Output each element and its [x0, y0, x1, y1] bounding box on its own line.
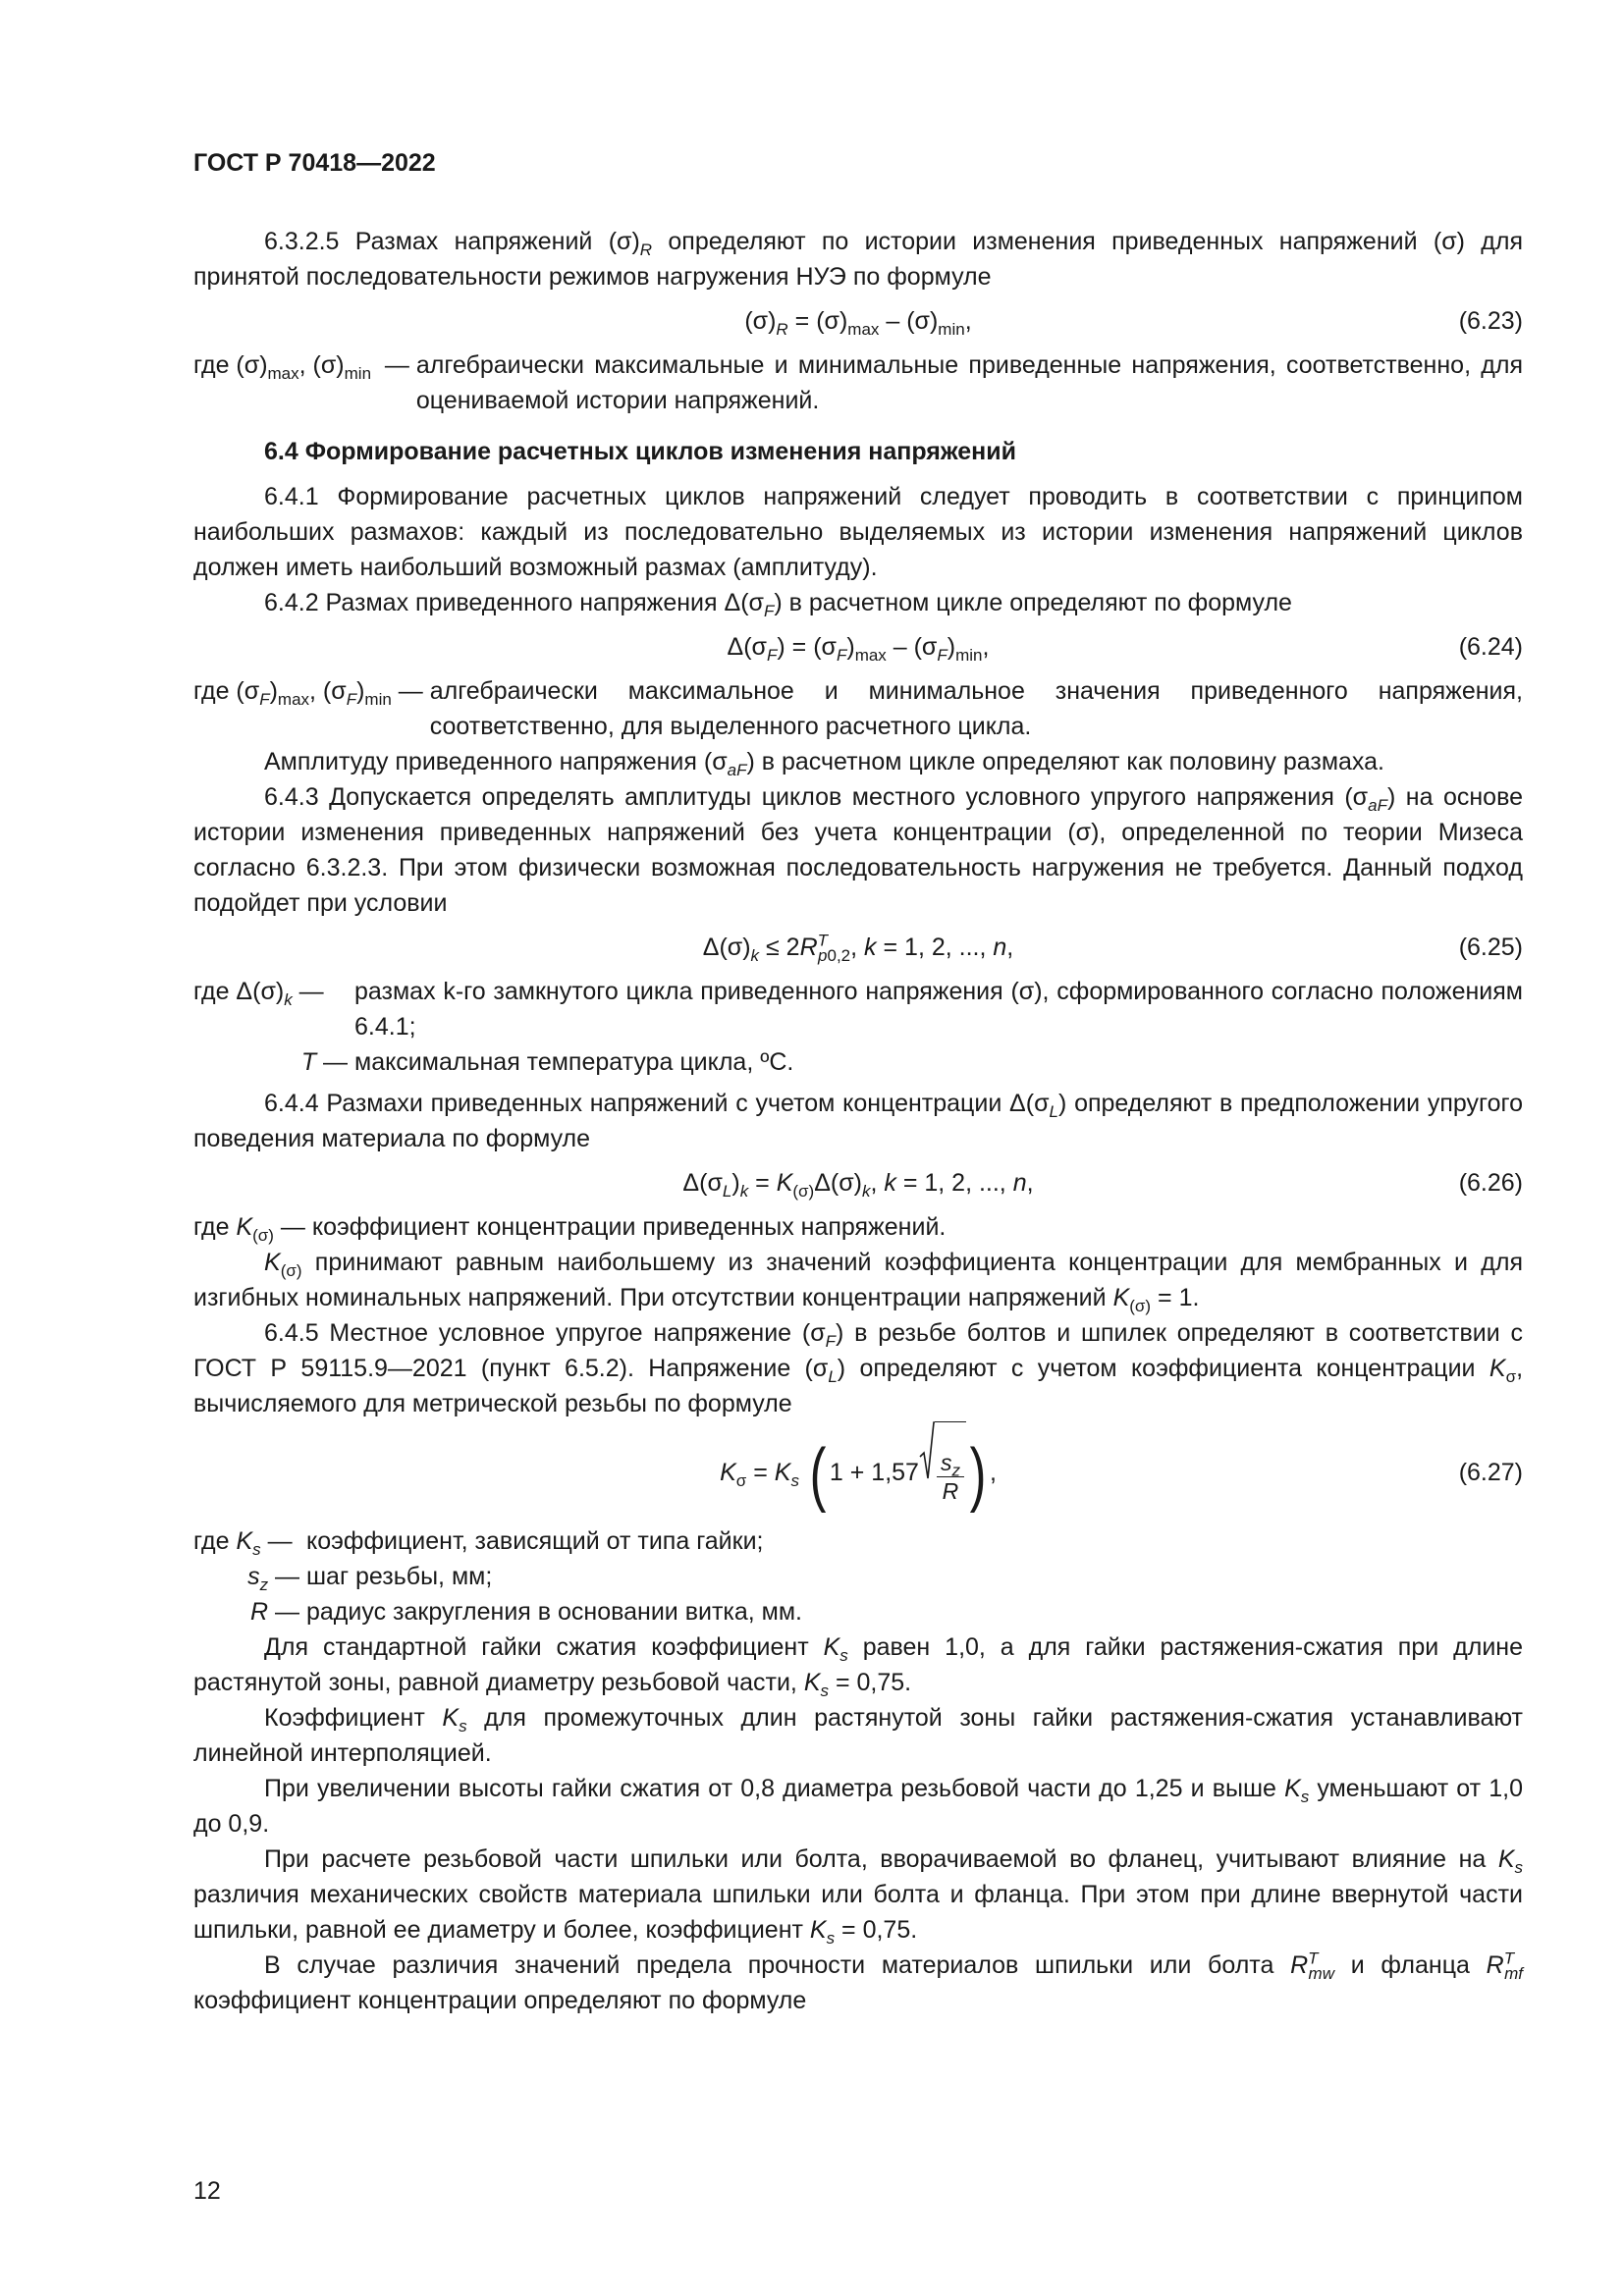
where-6-25-t-label: T —	[300, 1048, 354, 1076]
where-6-26	[193, 1209, 1523, 1245]
formula-6-23	[193, 294, 1523, 347]
where-6-24-label: где $(\sigma_F)_{max}$, $(\sigma_F)_{min}$ —	[193, 677, 430, 709]
paragraph-6-4-1: 6.4.1 Формирование расчетных циклов напряжений следует проводить в соответствии с принципом наибольших размахов: каждый из последовательно выделяемых из истории изменения напряжений циклов должен иметь наибольший возможный размах (амплитуду).	[193, 483, 1523, 581]
where-6-23	[193, 347, 1523, 418]
where-6-25-t	[193, 1044, 1523, 1080]
formula-6-23-expr: $(\sigma)_R = (\sigma)_{max} - (\sigma)_{min}$,	[744, 307, 972, 339]
formula-6-23-number: (6.23)	[1458, 307, 1523, 335]
where-6-27-ks	[193, 1523, 1523, 1559]
where-6-25-t-text: максимальная температура цикла, ºС.	[354, 1048, 794, 1076]
paragraph-k-sigma: $K_{(\sigma)}$ принимают равным наибольшему из значений коэффициента концентрации для мембранных и для изгибных номинальных напряжений. При отсутствии концентрации напряжений $K_{(\sigma)} = 1$.	[193, 1249, 1523, 1315]
where-6-23-label: где $(\sigma)_{max}$, $(\sigma)_{min}$ —	[193, 351, 416, 383]
formula-6-24	[193, 620, 1523, 673]
where-6-24	[193, 673, 1523, 744]
paragraph-standard-nut: Для стандартной гайки сжатия коэффициент $K_s$ равен 1,0, а для гайки растяжения-сжатия при длине растянутой зоны, равной диаметру резьбовой части, $K_s = 0,75$.	[193, 1633, 1523, 1700]
where-6-27-r-text: радиус закругления в основании витка, мм.	[306, 1598, 802, 1626]
formula-6-26	[193, 1156, 1523, 1209]
where-6-26-label: где $K_{(\sigma)}$ —	[193, 1213, 312, 1245]
formula-6-25	[193, 921, 1523, 974]
paragraph-strength-diff: В случае различия значений предела прочности материалов шпильки или болта $R^T_{mw}$ и фланца $R^T_{mf}$ коэффициент концентрации определяют по формуле	[193, 1949, 1523, 2014]
where-6-24-text: алгебраически максимальное и минимальное значения приведенного напряжения, соответственно, для выделенного расчетного цикла.	[429, 677, 1523, 740]
paragraph-6-4-2: 6.4.2 Размах приведенного напряжения $\Delta(\sigma_F)$ в расчетном цикле определяют по формуле	[264, 589, 1292, 620]
paragraph-bolt-flange: При расчете резьбовой части шпильки или болта, вворачиваемой во фланец, учитывают влияние на $K_s$ различия механических свойств материала шпильки или болта и фланца. При этом при длине ввернутой части шпильки, равной ее диаметру и более, коэффициент $K_s = 0,75$.	[193, 1845, 1523, 1948]
where-6-27-sz-text: шаг резьбы, мм;	[306, 1563, 493, 1590]
formula-6-26-number: (6.26)	[1458, 1169, 1523, 1197]
where-6-27-ks-text: коэффициент, зависящий от типа гайки;	[306, 1527, 764, 1555]
section-heading-6-4: 6.4 Формирование расчетных циклов изменения напряжений	[264, 438, 1017, 465]
formula-6-26-expr: $\Delta(\sigma_L)_k = K_{(\sigma)}\Delta(\sigma)_k$, k = 1, 2, ..., n,	[682, 1169, 1034, 1201]
formula-6-24-expr: $\Delta(\sigma_F) = (\sigma_F)_{max} - (\sigma_F)_{min}$,	[727, 633, 990, 665]
paragraph-6-4-3: 6.4.3 Допускается определять амплитуды циклов местного условного упругого напряжения $(\sigma_{aF})$ на основе истории изменения приведенных напряжений без учета концентрации (σ), определенной по теории Мизеса согласно 6.3.2.3. При этом физически возможная последовательность нагружения не требуется. Данный подход подойдет при условии	[193, 783, 1523, 917]
paragraph-6-4-4: 6.4.4 Размахи приведенных напряжений с учетом концентрации $\Delta(\sigma_L)$ определяют в предположении упругого поведения материала по формуле	[193, 1090, 1524, 1152]
formula-6-25-number: (6.25)	[1458, 934, 1523, 961]
where-6-25	[193, 974, 1523, 1044]
where-6-27-ks-label: где $K_s$ —	[193, 1527, 299, 1559]
sqrt-symbol: $\frac{s_z}{R}$	[919, 1421, 966, 1526]
where-6-27-r	[193, 1594, 1523, 1629]
where-6-23-text: алгебраически максимальные и минимальные приведенные напряжения, соответственно, для оцениваемой истории напряжений.	[415, 351, 1523, 414]
where-6-25-text: размах k-го замкнутого цикла приведенного напряжения (σ), сформированного согласно положениям 6.4.1;	[354, 978, 1523, 1041]
paragraph-interpolation: Коэффициент $K_s$ для промежуточных длин растянутой зоны гайки растяжения-сжатия устанавливают линейной интерполяцией.	[193, 1704, 1524, 1767]
where-6-27-sz	[193, 1559, 1523, 1594]
paragraph-6-3-2-5: 6.3.2.5 Размах напряжений $(\sigma)_R$ определяют по истории изменения приведенных напряжений (σ) для принятой последовательности режимов нагружения НУЭ по формуле	[193, 228, 1523, 291]
document-page	[193, 0, 1523, 2296]
where-6-26-text: коэффициент концентрации приведенных напряжений.	[311, 1213, 947, 1241]
where-6-27-sz-label: $s_z$ —	[247, 1563, 306, 1594]
formula-6-27-expr: $K_\sigma = K_s$ ( 1 + 1,57 $\frac{s_z}{R}$ ) ,	[193, 1421, 1523, 1526]
where-6-27-r-label: R —	[250, 1598, 306, 1626]
formula-6-25-expr: $\Delta(\sigma)_k \le 2R^T_{p0,2}$, k = 1, 2, ..., n,	[702, 931, 1014, 965]
paragraph-amplitude: Амплитуду приведенного напряжения $(\sigma_{aF})$ в расчетном цикле определяют как половину размаха.	[264, 748, 1384, 779]
page-number: 12	[193, 2177, 221, 2205]
document-header: ГОСТ Р 70418—2022	[193, 149, 436, 177]
where-6-25-label: где $\Delta(\sigma)_k$ —	[193, 978, 331, 1009]
paragraph-6-4-5: 6.4.5 Местное условное упругое напряжение $(\sigma_F)$ в резьбе болтов и шпилек определяют в соответствии с ГОСТ Р 59115.9—2021 (пункт 6.5.2). Напряжение $(\sigma_L)$ определяют с учетом коэффициента концентрации $K_\sigma$, вычисляемого для метрической резьбы по формуле	[193, 1319, 1524, 1417]
document-body	[193, 224, 1523, 2018]
formula-6-27-number: (6.27)	[1458, 1459, 1523, 1486]
formula-6-24-number: (6.24)	[1458, 633, 1523, 661]
formula-6-27	[193, 1421, 1523, 1523]
paragraph-nut-height: При увеличении высоты гайки сжатия от 0,8 диаметра резьбовой части до 1,25 и выше $K_s$ уменьшают от 1,0 до 0,9.	[193, 1775, 1523, 1838]
